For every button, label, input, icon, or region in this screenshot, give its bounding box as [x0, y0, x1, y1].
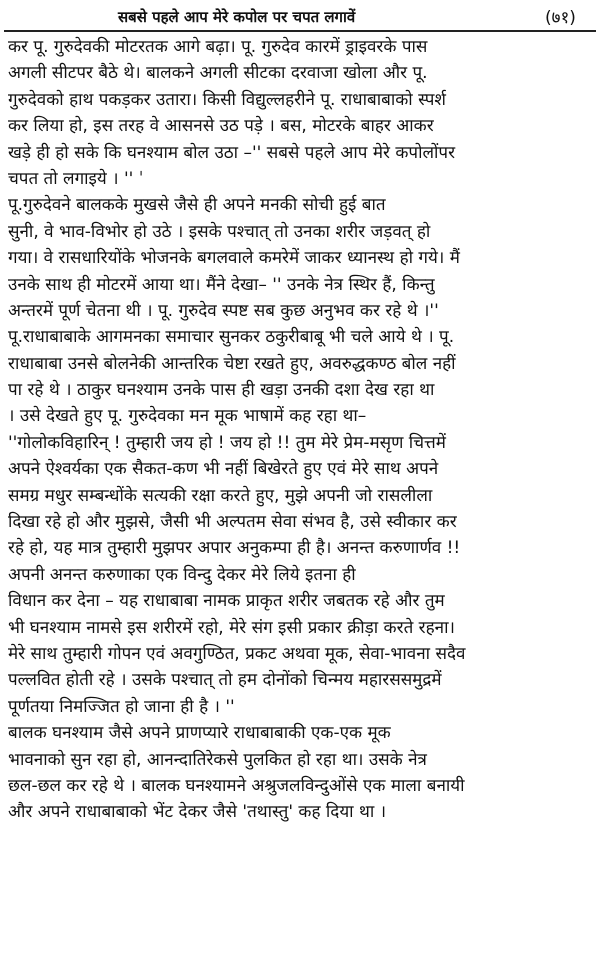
text-line: पूर्णतया निमज्जित हो जाना ही है । '' — [8, 696, 235, 717]
text-line: अन्तरमें पूर्ण चेतना थी । पू. गुरुदेव स्पष्ट सब कुछ अनुभव कर रहे थे ।'' — [8, 300, 439, 321]
text-line: कर लिया हो, इस तरह वे आसनसे उठ पड़े । बस, मोटरके बाहर आकर — [8, 116, 434, 137]
text-line: मेरे साथ तुम्हारी गोपन एवं अवगुण्ठित, प्रकट अथवा मूक, सेवा-भावना सदैव — [8, 643, 466, 664]
text-line: ''गोलोकविहारिन् ! तुम्हारी जय हो ! जय हो !! तुम मेरे प्रेम-मसृण चित्तमें — [8, 432, 446, 453]
text-line: पू.गुरुदेवने बालकके मुखसे जैसे ही अपने मनकी सोची हुई बात — [8, 195, 386, 216]
text-line: कर पू. गुरुदेवकी मोटरतक आगे बढ़ा। पू. गुरुदेव कारमें ड्राइवरके पास — [8, 37, 428, 57]
header-rule — [4, 30, 596, 32]
text-line: सुनी, वे भाव-विभोर हो उठे । इसके पश्चात् तो उनका शरीर जड़वत् हो — [8, 221, 431, 242]
text-line: बालक घनश्याम जैसे अपने प्राणप्यारे राधाबाबाकी एक-एक मूक — [8, 723, 391, 744]
text-line: और अपने राधाबाबाको भेंट देकर जैसे 'तथास्तु' कह दिया था । — [8, 802, 387, 823]
text-line: समग्र मधुर सम्बन्धोंके सत्यकी रक्षा करते हुए, मुझे अपनी जो रासलीला — [8, 485, 433, 506]
body-text — [8, 34, 594, 826]
text-line: राधाबाबा उनसे बोलनेकी आन्तरिक चेष्टा रखते हुए, अवरुद्धकण्ठ बोल नहीं — [8, 353, 456, 374]
text-line: विधान कर देना – यह राधाबाबा नामक प्राकृत शरीर जबतक रहे और तुम — [8, 591, 445, 612]
text-line: रहे हो, यह मात्र तुम्हारी मुझपर अपार अनुकम्पा ही है। अनन्त करुणार्णव !! — [8, 538, 461, 559]
text-line: भी घनश्याम नामसे इस शरीरमें रहो, मेरे संग इसी प्रकार क्रीड़ा करते रहना। — [8, 617, 455, 638]
text-line: पू.राधाबाबाके आगमनका समाचार सुनकर ठकुरीबाबू भी चले आये थे । पू. — [8, 327, 455, 348]
text-line: अगली सीटपर बैठे थे। बालकने अगली सीटका दरवाजा खोला और पू. — [8, 63, 428, 84]
text-line: छल-छल कर रहे थे । बालक घनश्यामने अश्रुजलविन्दुओंसे एक माला बनायी — [8, 775, 465, 796]
text-line: भावनाको सुन रहा हो, आनन्दातिरेकसे पुलकित हो रहा था। उसके नेत्र — [8, 749, 427, 770]
text-line: अपनी अनन्त करुणाका एक विन्दु देकर मेरे लिये इतना ही — [8, 564, 356, 585]
text-line: खड़े ही हो सके कि घनश्याम बोल उठा –'' सबसे पहले आप मेरे कपोलोंपर — [8, 142, 456, 163]
text-line: पा रहे थे । ठाकुर घनश्याम उनके पास ही खड़ा उनकी दशा देख रहा था — [8, 380, 435, 401]
text-line: अपने ऐश्वर्यका एक सैकत-कण भी नहीं बिखेरते हुए एवं मेरे साथ अपने — [8, 459, 439, 480]
page-number: (७१) — [545, 8, 576, 28]
text-line: दिखा रहे हो और मुझसे, जैसी भी अल्पतम सेवा संभव है, उसे स्वीकार कर — [8, 512, 457, 533]
text-line: पल्लवित होती रहे । उसके पश्चात् तो हम दोनोंको चिन्मय महारससमुद्रमें — [8, 670, 442, 691]
text-line: चपत तो लगाइये । '' ˈ — [8, 168, 144, 189]
text-line: गया। वे रासधारियोंके भोजनके बगलवाले कमरेमें जाकर ध्यानस्थ हो गये। मैं — [8, 248, 460, 269]
text-line: । उसे देखते हुए पू. गुरुदेवका मन मूक भाषामें कह रहा था– — [8, 406, 367, 427]
running-title: सबसे पहले आप मेरे कपोल पर चपत लगावें — [118, 8, 356, 26]
text-line: गुरुदेवको हाथ पकड़कर उतारा। किसी विद्युल्लहरीने पू. राधाबाबाको स्पर्श — [8, 89, 446, 110]
text-line: उनके साथ ही मोटरमें आया था। मैंने देखा– '' उनके नेत्र स्थिर हैं, किन्तु — [8, 274, 435, 295]
